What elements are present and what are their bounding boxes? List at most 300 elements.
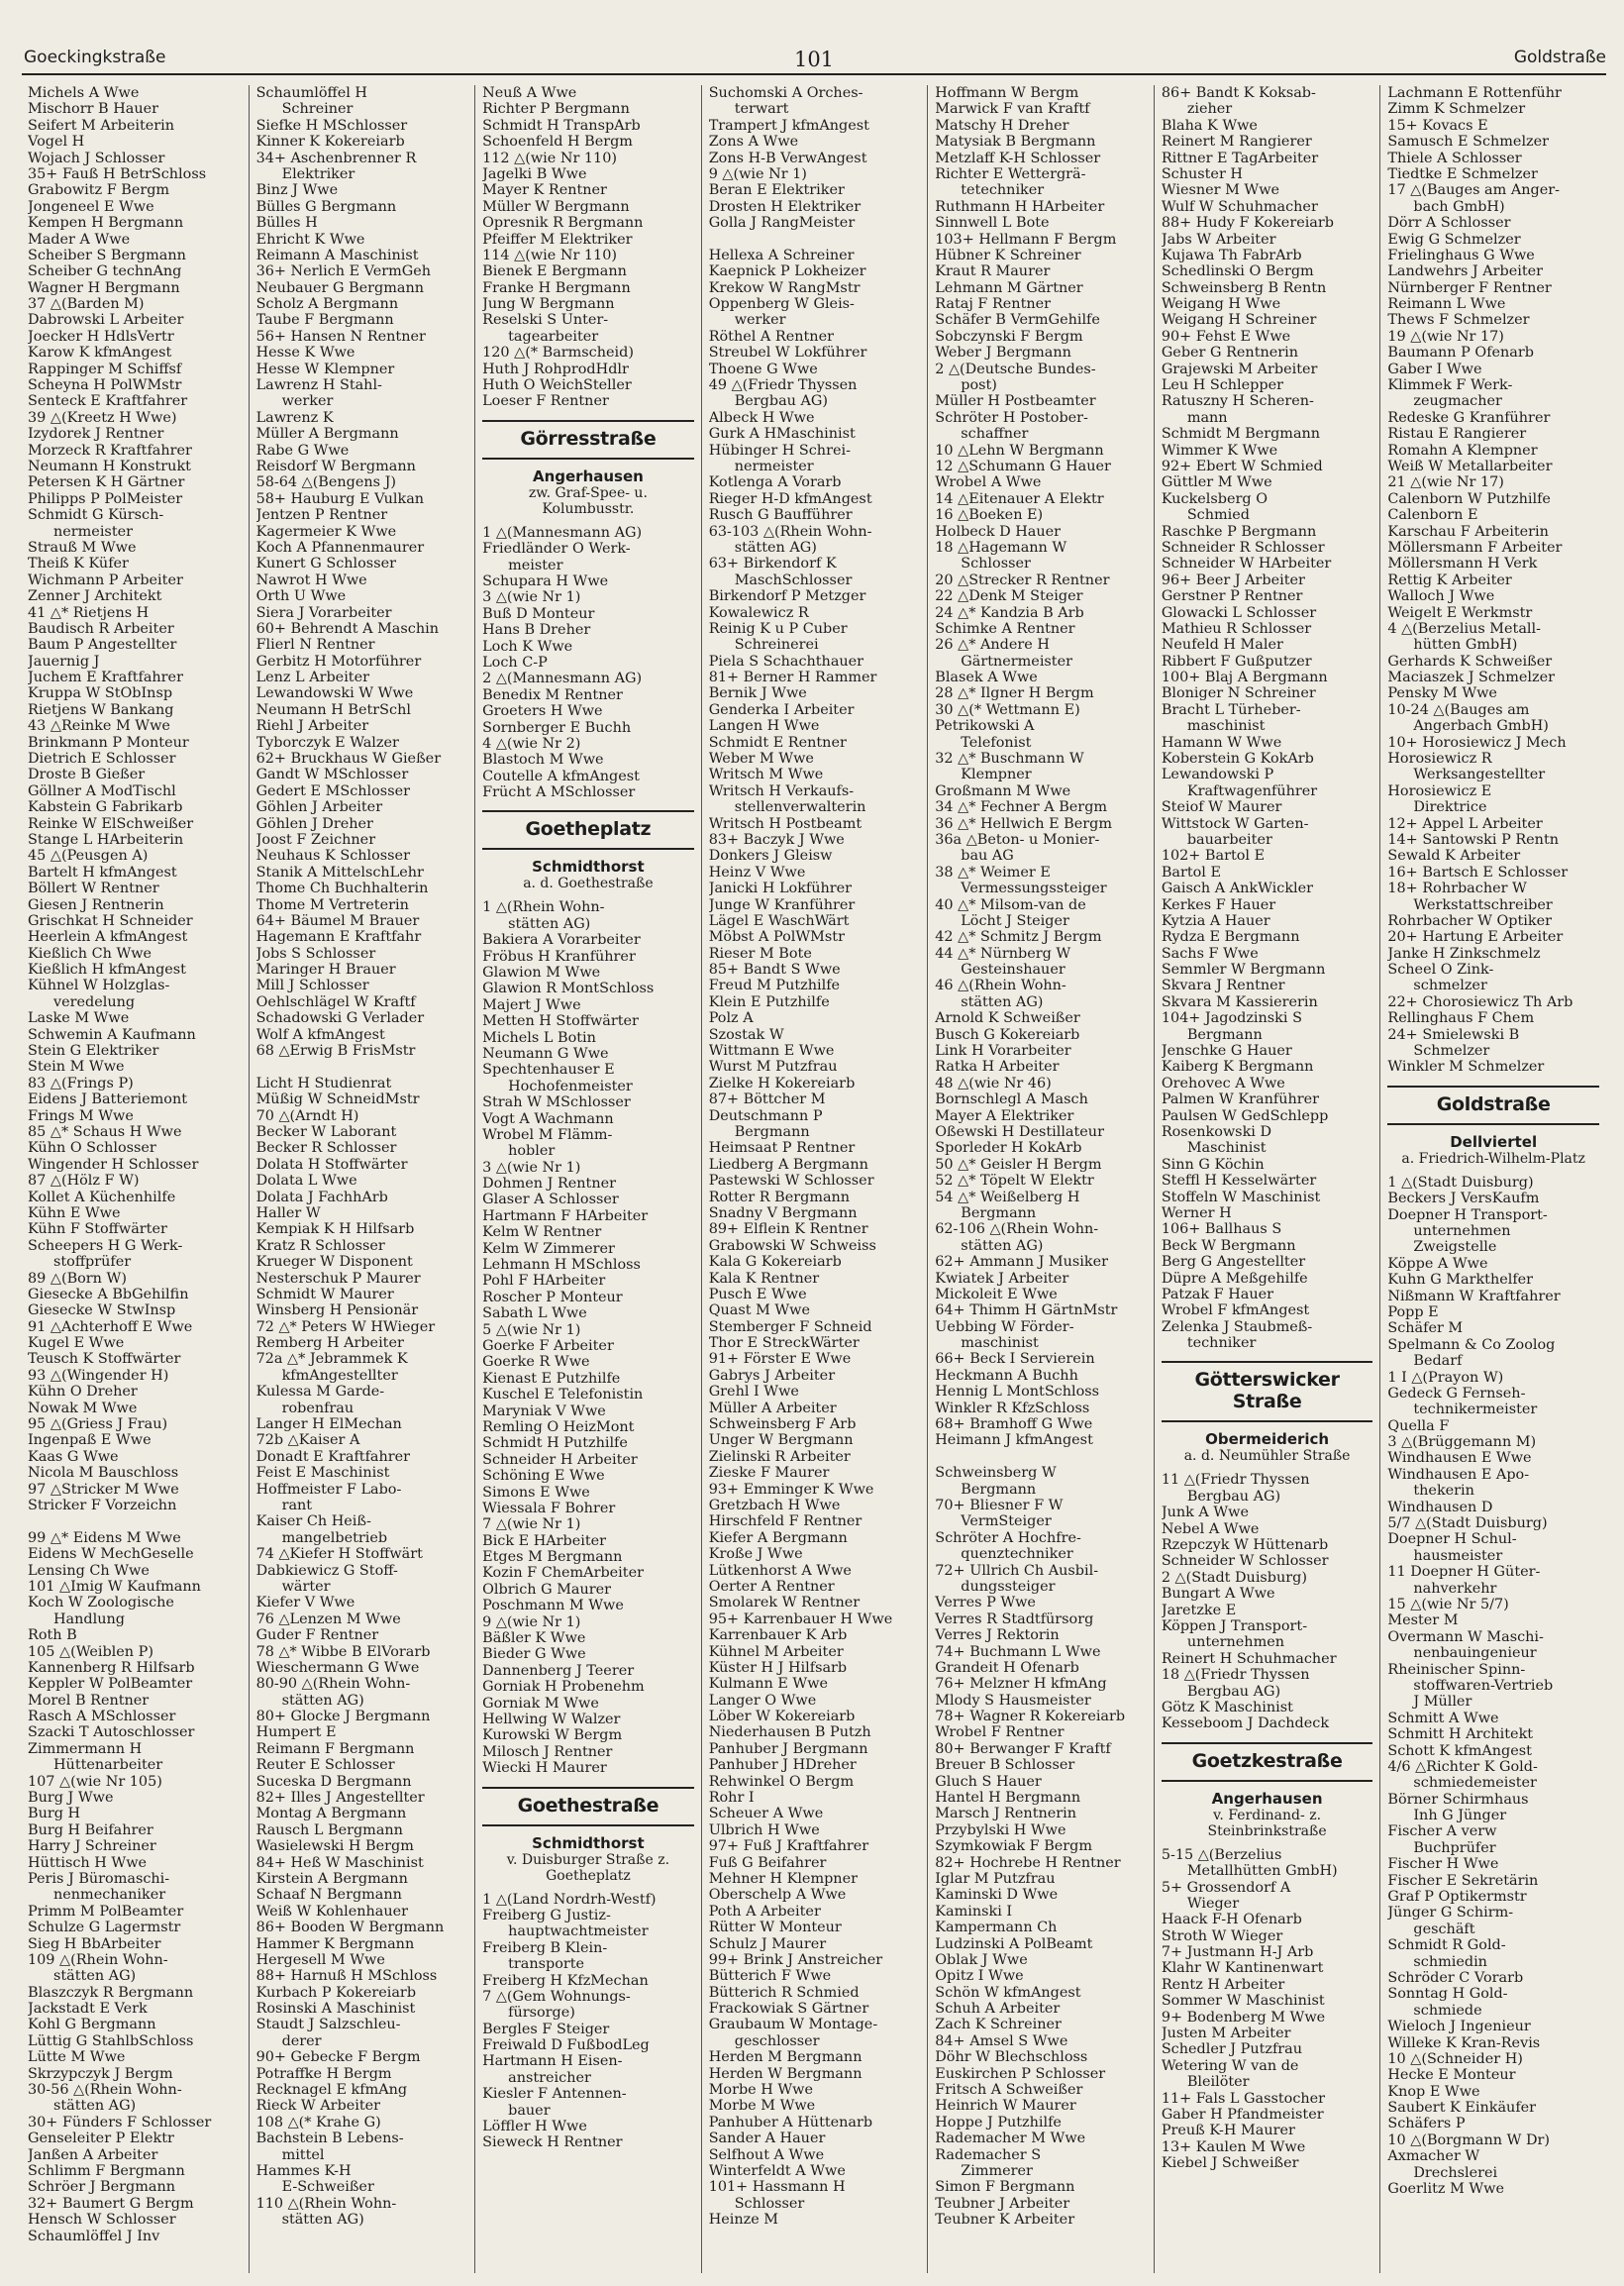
resident-entry: Panhuber A Hüttenarb: [708, 2114, 873, 2130]
resident-entry: Rehwinkel O Bergm: [708, 1773, 855, 1790]
resident-entry: Panhuber J HDreher: [708, 1757, 857, 1774]
resident-entry: 52 △* Töpelt W Elektr: [935, 1173, 1094, 1190]
resident-entry: Dolata J FachhArb: [255, 1189, 388, 1205]
resident-entry: Rabe G Wwe: [255, 442, 350, 459]
resident-entry: Zons H-B VerwAngest: [708, 150, 867, 166]
resident-entry: werker: [281, 393, 334, 410]
resident-entry: Nawrot H Wwe: [255, 572, 367, 588]
resident-entry: Giesecke A BbGehilfin: [28, 1286, 189, 1302]
resident-entry: Neumann H Konstrukt: [28, 458, 191, 474]
resident-entry: Coutelle A kfmAngest: [482, 768, 640, 784]
resident-entry: Bergbau AG): [1186, 1683, 1281, 1700]
resident-entry: Bartol E: [1161, 864, 1221, 881]
street-location: a. Friedrich-Wilhelm-Platz: [1401, 1150, 1585, 1167]
resident-entry: Wingender H Schlosser: [28, 1156, 199, 1173]
resident-entry: Bergmann: [961, 1204, 1037, 1221]
resident-entry: Dannenberg J Teerer: [482, 1662, 635, 1679]
resident-entry: 19 △(wie Nr 17): [1387, 328, 1504, 345]
resident-entry: Kühnel M Arbeiter: [708, 1643, 844, 1660]
column-5: [927, 85, 1154, 2273]
resident-entry: Siera J Vorarbeiter: [255, 604, 392, 621]
resident-entry: Morel B Rentner: [28, 1692, 150, 1709]
resident-entry: Grabowitz F Bergm: [28, 182, 170, 199]
resident-entry: Ehricht K Wwe: [255, 231, 365, 248]
resident-entry: 72 △* Peters W HWieger: [255, 1318, 436, 1335]
resident-entry: Löffler H Wwe: [482, 2119, 587, 2135]
resident-entry: Morbe H Wwe: [708, 2082, 814, 2099]
resident-entry: Schäfers P: [1387, 2116, 1466, 2132]
resident-entry: Schwemin A Kaufmann: [28, 1026, 196, 1043]
resident-entry: Stricker F Vorzeichn: [28, 1497, 177, 1513]
resident-entry: Kala K Rentner: [708, 1270, 820, 1287]
resident-entry: Calenborn E: [1387, 507, 1478, 524]
resident-entry: Gerbitz H Motorführer: [255, 653, 422, 670]
resident-entry: Gerstner P Rentner: [1161, 588, 1303, 605]
resident-entry: 42 △* Schmitz J Bergm: [935, 929, 1102, 946]
resident-entry: Stemberger F Schneid: [708, 1318, 872, 1335]
resident-entry: Lehmann M Gärtner: [935, 279, 1083, 296]
resident-entry: Jobs S Schlosser: [255, 945, 376, 962]
resident-entry: Oerter A Rentner: [708, 1578, 835, 1595]
resident-entry: Scheiber S Bergmann: [28, 247, 186, 263]
resident-entry: 2 △(Mannesmann AG): [482, 671, 643, 687]
resident-entry: Kempiak K H Hilfsarb: [255, 1221, 415, 1238]
resident-entry: Michels L Botin: [482, 1029, 596, 1046]
resident-entry: Reinke W ElSchweißer: [28, 815, 194, 832]
resident-entry: 46 △(Rhein Wohn-: [935, 978, 1066, 994]
resident-entry: Freiwald D FußbodLeg: [482, 2037, 650, 2054]
street-location: zw. Graf-Spee- u. Kolumbusstr.: [528, 484, 648, 517]
resident-entry: Göllner A ModTischl: [28, 782, 176, 799]
resident-entry: Weber J Bergmann: [935, 345, 1071, 362]
resident-entry: Giesen J Rentnerin: [28, 896, 164, 913]
resident-entry: 15 △(wie Nr 5/7): [1387, 1596, 1509, 1612]
resident-entry: Beckers J VersKaufm: [1387, 1191, 1540, 1207]
resident-entry: Kurbach P Kokereiarb: [255, 1984, 417, 2001]
resident-entry: 20 △Strecker R Rentner: [935, 572, 1110, 588]
resident-entry: Etges M Bergmann: [482, 1549, 623, 1566]
resident-entry: Schuh A Arbeiter: [935, 2001, 1061, 2018]
resident-entry: 88+ Harnuß H MSchloss: [255, 1968, 438, 1985]
resident-entry: Kytzia A Hauer: [1161, 912, 1270, 929]
resident-entry: Spelmann & Co Zoolog: [1387, 1336, 1556, 1353]
resident-entry: Freiberg H KfzMechan: [482, 1972, 649, 1989]
resident-entry: Teusch K Stoffwärter: [28, 1351, 181, 1368]
resident-entry: Bülles G Bergmann: [255, 198, 397, 215]
resident-entry: Sewald K Arbeiter: [1387, 848, 1521, 865]
resident-entry: Jagelki B Wwe: [482, 165, 587, 182]
resident-entry: 63-103 △(Rhein Wohn-: [708, 523, 872, 540]
resident-entry: Wrobel M Flämm-: [482, 1126, 613, 1143]
street-heading: Goetheplatz: [482, 810, 694, 850]
resident-entry: nahverkehr: [1413, 1580, 1497, 1597]
resident-entry: 84+ Amsel S Wwe: [935, 2032, 1068, 2049]
resident-entry: Kuschel E Telefonistin: [482, 1387, 644, 1403]
resident-entry: Rütter W Monteur: [708, 1920, 842, 1936]
resident-entry: Pastewski W Schlosser: [708, 1173, 874, 1190]
resident-entry: Winkler R KfzSchloss: [935, 1400, 1090, 1416]
resident-entry: Sornberger E Buchh: [482, 719, 632, 736]
resident-entry: 10-24 △(Bauges am: [1387, 701, 1530, 718]
resident-entry: 7+ Justmann H-J Arb: [1161, 1944, 1314, 1961]
resident-entry: Hellexa A Schreiner: [708, 247, 855, 263]
resident-entry: 18+ Rohrbacher W: [1387, 881, 1527, 897]
resident-entry: Lawrenz K: [255, 409, 334, 426]
resident-entry: 85 △* Schaus H Wwe: [28, 1124, 182, 1140]
resident-entry: 9 △(wie Nr 1): [708, 165, 807, 182]
resident-entry: Preuß K-H Maurer: [1161, 2123, 1295, 2139]
resident-entry: Raschke P Bergmann: [1161, 523, 1317, 540]
resident-entry: Mester M: [1387, 1612, 1459, 1629]
resident-entry: Nißmann W Kraftfahrer: [1387, 1288, 1561, 1304]
resident-entry: Saubert K Einkäufer: [1387, 2100, 1537, 2117]
resident-entry: Gurk A HMaschinist: [708, 426, 856, 443]
resident-entry: Rohr I: [708, 1790, 755, 1807]
resident-entry: Lewandowski P: [1161, 767, 1274, 783]
resident-entry: Kowalewicz R: [708, 604, 809, 621]
resident-entry: Selfhout A Wwe: [708, 2146, 825, 2163]
resident-entry: Bäßler K Wwe: [482, 1630, 586, 1647]
resident-entry: Schadowski G Verlader: [255, 1010, 425, 1027]
resident-entry: Schupara H Wwe: [482, 572, 609, 589]
resident-entry: Simon F Bergmann: [935, 2179, 1075, 2196]
resident-entry: Peris J Büromaschi-: [28, 1870, 170, 1887]
resident-entry: Oberschelp A Wwe: [708, 1887, 847, 1904]
resident-entry: Wrobel F kfmAngest: [1161, 1302, 1310, 1319]
resident-entry: Graf P Optikermstr: [1387, 1889, 1527, 1906]
resident-entry: Hesse K Wwe: [255, 345, 355, 362]
resident-entry: Kraftwagenführer: [1186, 782, 1318, 799]
resident-entry: stätten AG): [508, 915, 591, 932]
resident-entry: Stein G Elektriker: [28, 1043, 159, 1060]
resident-entry: Wimmer K Wwe: [1161, 442, 1278, 459]
resident-entry: Beran E Elektriker: [708, 182, 845, 199]
resident-entry: quenztechniker: [961, 1546, 1073, 1563]
resident-entry: Bülles H: [255, 215, 318, 232]
resident-entry: nenmechaniker: [53, 1887, 166, 1904]
column-1: [22, 85, 249, 2273]
resident-entry: Poth A Arbeiter: [708, 1903, 821, 1920]
resident-entry: Graubaum W Montage-: [708, 2017, 878, 2033]
resident-entry: 16+ Bartsch E Schlosser: [1387, 864, 1569, 881]
resident-entry: Bergmann: [734, 1124, 810, 1140]
resident-entry: 64+ Bäumel M Brauer: [255, 912, 420, 929]
resident-entry: Rzepczyk W Hüttenarb: [1161, 1537, 1329, 1554]
resident-entry: Oppenberg W Gleis-: [708, 296, 855, 313]
resident-entry: Reimann F Bergmann: [255, 1740, 415, 1757]
resident-entry: Scheyna H PolWMstr: [28, 377, 182, 394]
resident-entry: Keppler W PolBeamter: [28, 1676, 193, 1693]
resident-entry: 34 △* Fechner A Bergm: [935, 799, 1108, 816]
resident-entry: 72+ Ullrich Ch Ausbil-: [935, 1562, 1099, 1579]
resident-entry: Böllert W Rentner: [28, 881, 159, 897]
resident-entry: Schröer J Bergmann: [28, 2179, 175, 2196]
resident-entry: Palmen W Kranführer: [1161, 1091, 1320, 1108]
resident-entry: Wieloch J Ingenieur: [1387, 2019, 1531, 2035]
resident-entry: Huth O WeichSteller: [482, 377, 632, 394]
resident-entry: Janicki H Lokführer: [708, 881, 853, 897]
resident-entry: Windhausen E Apo-: [1387, 1466, 1530, 1483]
resident-entry: 3 △(Brüggemann M): [1387, 1434, 1537, 1451]
resident-entry: Drosten H Elektriker: [708, 198, 862, 215]
resident-entry: Janßen A Arbeiter: [28, 2146, 158, 2163]
resident-entry: 10 △(Borgmann W Dr): [1387, 2131, 1551, 2148]
resident-entry: Thor E StreckWärter: [708, 1335, 860, 1352]
resident-entry: Götz K Maschinist: [1161, 1699, 1293, 1715]
resident-entry: 99+ Brink J Anstreicher: [708, 1951, 883, 1968]
resident-entry: stätten AG): [53, 2098, 137, 2115]
resident-entry: Kulessa M Garde-: [255, 1384, 385, 1401]
resident-entry: Heimsaat P Rentner: [708, 1140, 856, 1157]
resident-entry: Haller W: [255, 1204, 321, 1221]
resident-entry: 43 △Reinke M Wwe: [28, 718, 170, 735]
resident-entry: Zenner J Architekt: [28, 588, 162, 605]
resident-entry: Winterfeldt A Wwe: [708, 2163, 846, 2179]
resident-entry: Pohl F HArbeiter: [482, 1273, 606, 1290]
resident-entry: Thoene G Wwe: [708, 361, 818, 377]
resident-entry: 4/6 △Richter K Gold-: [1387, 1758, 1538, 1775]
resident-entry: 80+ Glocke J Bergmann: [255, 1709, 431, 1725]
resident-entry: Theiß K Küfer: [28, 556, 129, 572]
resident-entry: Kunert G Schlosser: [255, 556, 396, 572]
resident-entry: Schneider W Schlosser: [1161, 1553, 1329, 1570]
resident-entry: 30+ Fünders F Schlosser: [28, 2114, 212, 2130]
resident-entry: Opitz I Wwe: [935, 1968, 1024, 1985]
resident-entry: Hirschfeld F Rentner: [708, 1513, 863, 1530]
resident-entry: Möbst A PolWMstr: [708, 929, 845, 946]
resident-entry: Kaminski D Wwe: [935, 1887, 1059, 1904]
resident-entry: Franke H Bergmann: [482, 279, 631, 296]
resident-entry: 5+ Grossendorf A: [1161, 1879, 1291, 1896]
resident-entry: Loch C-P: [482, 654, 548, 671]
street-location: v. Ferdinand- z. Steinbrinkstraße: [1207, 1807, 1327, 1839]
resident-entry: Ulbrich H Wwe: [708, 1821, 820, 1838]
resident-entry: Handlung: [53, 1611, 125, 1627]
resident-entry: 104+ Jagodzinski S: [1161, 1010, 1302, 1027]
resident-entry: Fischer A verw: [1387, 1823, 1497, 1840]
resident-entry: 12+ Appel L Arbeiter: [1387, 815, 1543, 832]
resident-entry: Koberstein G KokArb: [1161, 751, 1314, 768]
resident-entry: Kratz R Schlosser: [255, 1237, 385, 1254]
resident-entry: Donkers J Gleisw: [708, 848, 833, 865]
resident-entry: Klempner: [961, 767, 1032, 783]
resident-entry: Maryniak V Wwe: [482, 1403, 606, 1419]
resident-entry: Rydza E Bergmann: [1161, 929, 1300, 946]
resident-entry: [256, 1059, 468, 1075]
resident-entry: Kelm W Rentner: [482, 1224, 602, 1241]
resident-entry: Justen M Arbeiter: [1161, 2026, 1291, 2042]
resident-entry: Schoenfeld H Bergm: [482, 134, 633, 151]
resident-entry: Thome Ch Buchhalterin: [255, 881, 429, 897]
resident-entry: Grehl I Wwe: [708, 1384, 799, 1401]
resident-entry: Hartmann F HArbeiter: [482, 1207, 649, 1224]
resident-entry: Schuster H: [1161, 165, 1243, 182]
resident-entry: Gorniak M Wwe: [482, 1695, 599, 1712]
resident-entry: 70+ Bliesner F W: [935, 1497, 1064, 1513]
resident-entry: Groeters H Wwe: [482, 703, 603, 720]
resident-entry: bau AG: [961, 848, 1014, 865]
resident-entry: Samusch E Schmelzer: [1387, 134, 1550, 151]
resident-entry: Herden W Bergmann: [708, 2065, 863, 2082]
resident-entry: Burg H: [28, 1806, 81, 1822]
resident-entry: Skvara M Kassiererin: [1161, 993, 1318, 1010]
resident-entry: Kiebel J Schweißer: [1161, 2155, 1299, 2172]
resident-entry: maschinist: [961, 1335, 1039, 1352]
resident-entry: Rietjens W Bankang: [28, 701, 174, 718]
resident-entry: hobler: [508, 1143, 556, 1160]
resident-entry: Goerke F Arbeiter: [482, 1338, 614, 1354]
resident-entry: Thews F Schmelzer: [1387, 312, 1530, 329]
street-heading: Goethestraße: [482, 1787, 694, 1826]
resident-entry: Grischkat H Schneider: [28, 912, 193, 929]
resident-entry: Mader A Wwe: [28, 231, 131, 248]
resident-entry: Juchem E Kraftfahrer: [28, 670, 183, 686]
resident-entry: Direktrice: [1413, 799, 1487, 816]
resident-entry: Zieske F Maurer: [708, 1465, 830, 1482]
resident-entry: 80+ Berwanger F Kraftf: [935, 1740, 1111, 1757]
resident-entry: Müller W Bergmann: [482, 198, 630, 215]
resident-entry: 90+ Gebecke F Bergm: [255, 2049, 421, 2066]
resident-entry: Gabrys J Arbeiter: [708, 1367, 836, 1384]
resident-entry: 81+ Berner H Rammer: [708, 670, 877, 686]
resident-entry: Rittner E TagArbeiter: [1161, 150, 1319, 166]
resident-entry: Przybylski H Wwe: [935, 1821, 1066, 1838]
resident-entry: thekerin: [1413, 1483, 1474, 1500]
resident-entry: 114 △(wie Nr 110): [482, 247, 617, 263]
resident-entry: 83+ Baczyk J Wwe: [708, 831, 845, 848]
resident-entry: Wulf W Schuhmacher: [1161, 198, 1318, 215]
resident-entry: Reinert M Rangierer: [1161, 134, 1312, 151]
resident-entry: Laske M Wwe: [28, 1010, 130, 1027]
resident-entry: 48 △(wie Nr 46): [935, 1075, 1052, 1091]
resident-entry: Euskirchen P Schlosser: [935, 2065, 1106, 2082]
resident-entry: Langen H Wwe: [708, 718, 820, 735]
resident-entry: maschinist: [1186, 718, 1266, 735]
resident-entry: [935, 1449, 1147, 1465]
resident-entry: Stroth W Wieger: [1161, 1927, 1283, 1944]
resident-entry: Schäfer B VermGehilfe: [935, 312, 1100, 329]
resident-entry: Skvara J Rentner: [1161, 978, 1285, 994]
resident-entry: Wetering W van de: [1161, 2057, 1299, 2074]
resident-entry: Müßig W SchneidMstr: [255, 1091, 420, 1108]
resident-entry: unternehmen: [1413, 1223, 1511, 1239]
resident-entry: Schreinerei: [734, 637, 819, 654]
resident-entry: Genseleiter P Elektr: [28, 2130, 174, 2147]
resident-entry: Kraut R Maurer: [935, 263, 1051, 280]
resident-entry: Huth J RohprodHdlr: [482, 361, 629, 377]
resident-entry: Kaiser Ch Heiß-: [255, 1513, 371, 1530]
resident-entry: Morbe M Wwe: [708, 2098, 816, 2115]
resident-entry: 50 △* Geisler H Bergm: [935, 1156, 1102, 1173]
resident-entry: Blaha K Wwe: [1161, 117, 1258, 134]
resident-entry: Langer O Wwe: [708, 1692, 817, 1709]
resident-entry: Göhlen J Dreher: [255, 815, 373, 832]
resident-entry: Gerhards K Schweißer: [1387, 653, 1553, 670]
resident-entry: Bakiera A Vorarbeiter: [482, 932, 641, 949]
resident-entry: Wurst M Putzfrau: [708, 1059, 838, 1076]
resident-entry: Gärtnermeister: [961, 653, 1072, 670]
resident-entry: Frielinghaus G Wwe: [1387, 247, 1535, 263]
resident-entry: Müller A Bergmann: [255, 426, 399, 443]
resident-entry: Kirstein A Bergmann: [255, 1870, 408, 1887]
resident-entry: Löber W Kokereiarb: [708, 1709, 856, 1725]
resident-entry: Beck W Bergmann: [1161, 1237, 1296, 1254]
resident-entry: Semmler W Bergmann: [1161, 962, 1326, 979]
resident-entry: Guder F Rentner: [255, 1627, 379, 1644]
resident-entry: Bergbau AG): [1186, 1488, 1281, 1505]
resident-entry: Schlosser: [734, 2195, 805, 2212]
resident-entry: Schmitt H Architekt: [1387, 1726, 1534, 1743]
resident-entry: 82+ Hochrebe H Rentner: [935, 1854, 1121, 1871]
resident-entry: 83 △(Frings P): [28, 1075, 134, 1091]
resident-entry: Baumann P Ofenarb: [1387, 345, 1534, 362]
directory-columns: [22, 85, 1606, 2273]
resident-entry: Hans B Dreher: [482, 622, 591, 639]
resident-entry: Weigang H Schreiner: [1161, 312, 1317, 329]
resident-entry: Sabath L Wwe: [482, 1305, 587, 1322]
resident-entry: Junk A Wwe: [1161, 1505, 1250, 1521]
resident-entry: Jenschke G Hauer: [1161, 1043, 1292, 1060]
resident-entry: Mayer K Rentner: [482, 182, 607, 199]
resident-entry: bach GmbH): [1413, 198, 1505, 215]
resident-entry: 92+ Ebert W Schmied: [1161, 458, 1323, 474]
resident-entry: 91+ Förster E Wwe: [708, 1351, 852, 1368]
resident-entry: Kühn O Dreher: [28, 1384, 138, 1401]
resident-entry: 76+ Melzner H kfmAng: [935, 1676, 1107, 1693]
resident-entry: Hagemann E Kraftfahr: [255, 929, 422, 946]
resident-entry: Quast M Wwe: [708, 1302, 811, 1319]
resident-entry: Snadny V Bergmann: [708, 1204, 858, 1221]
resident-entry: Marwick F van Kraftf: [935, 101, 1090, 118]
resident-entry: 5/7 △(Stadt Duisburg): [1387, 1515, 1548, 1532]
resident-entry: Wolf A kfmAngest: [255, 1026, 385, 1043]
resident-entry: Wojach J Schlosser: [28, 150, 165, 166]
resident-entry: Hamann W Wwe: [1161, 734, 1282, 751]
resident-entry: Angerbach GmbH): [1413, 718, 1549, 735]
resident-entry: Horosiewicz R: [1387, 751, 1492, 768]
resident-entry: Schulz J Maurer: [708, 1935, 827, 1952]
resident-entry: Steffl H Kesselwärter: [1161, 1173, 1317, 1190]
resident-entry: stoffwaren-Vertrieb: [1413, 1677, 1554, 1694]
resident-entry: Weigang H Wwe: [1161, 296, 1281, 313]
resident-entry: Reimann L Wwe: [1387, 296, 1506, 313]
resident-entry: stätten AG): [281, 1692, 364, 1709]
resident-entry: Kagermeier K Wwe: [255, 523, 397, 540]
resident-entry: Hammer K Bergmann: [255, 1935, 415, 1952]
resident-entry: Calenborn W Putzhilfe: [1387, 490, 1551, 507]
resident-entry: 89 △(Born W): [28, 1270, 127, 1287]
resident-entry: Neufeld H Maler: [1161, 637, 1283, 654]
resident-entry: Ribbert F Gußputzer: [1161, 653, 1312, 670]
resident-entry: Kurowski W Bergm: [482, 1727, 623, 1744]
resident-entry: Droste B Gießer: [28, 767, 146, 783]
resident-entry: Lehmann H MSchloss: [482, 1257, 641, 1274]
resident-entry: Herden M Bergmann: [708, 2049, 863, 2066]
resident-entry: Goerlitz M Wwe: [1387, 2181, 1505, 2198]
resident-entry: 1 △(Land Nordrh-Westf): [482, 1891, 657, 1908]
resident-entry: post): [961, 377, 997, 394]
resident-entry: Hergesell M Wwe: [255, 1951, 385, 1968]
resident-entry: Remberg H Arbeiter: [255, 1335, 404, 1352]
resident-entry: Grajewski M Arbeiter: [1161, 361, 1318, 377]
resident-entry: Panhuber J Bergmann: [708, 1740, 868, 1757]
resident-entry: 10 △(Schneider H): [1387, 2050, 1523, 2067]
resident-entry: 80-90 △(Rhein Wohn-: [255, 1676, 411, 1693]
resident-entry: Neubauer G Bergmann: [255, 279, 424, 296]
resident-entry: Goerke R Wwe: [482, 1354, 590, 1371]
resident-entry: 14+ Santowski P Rentn: [1387, 831, 1559, 848]
resident-entry: Glawion R MontSchloss: [482, 981, 655, 997]
